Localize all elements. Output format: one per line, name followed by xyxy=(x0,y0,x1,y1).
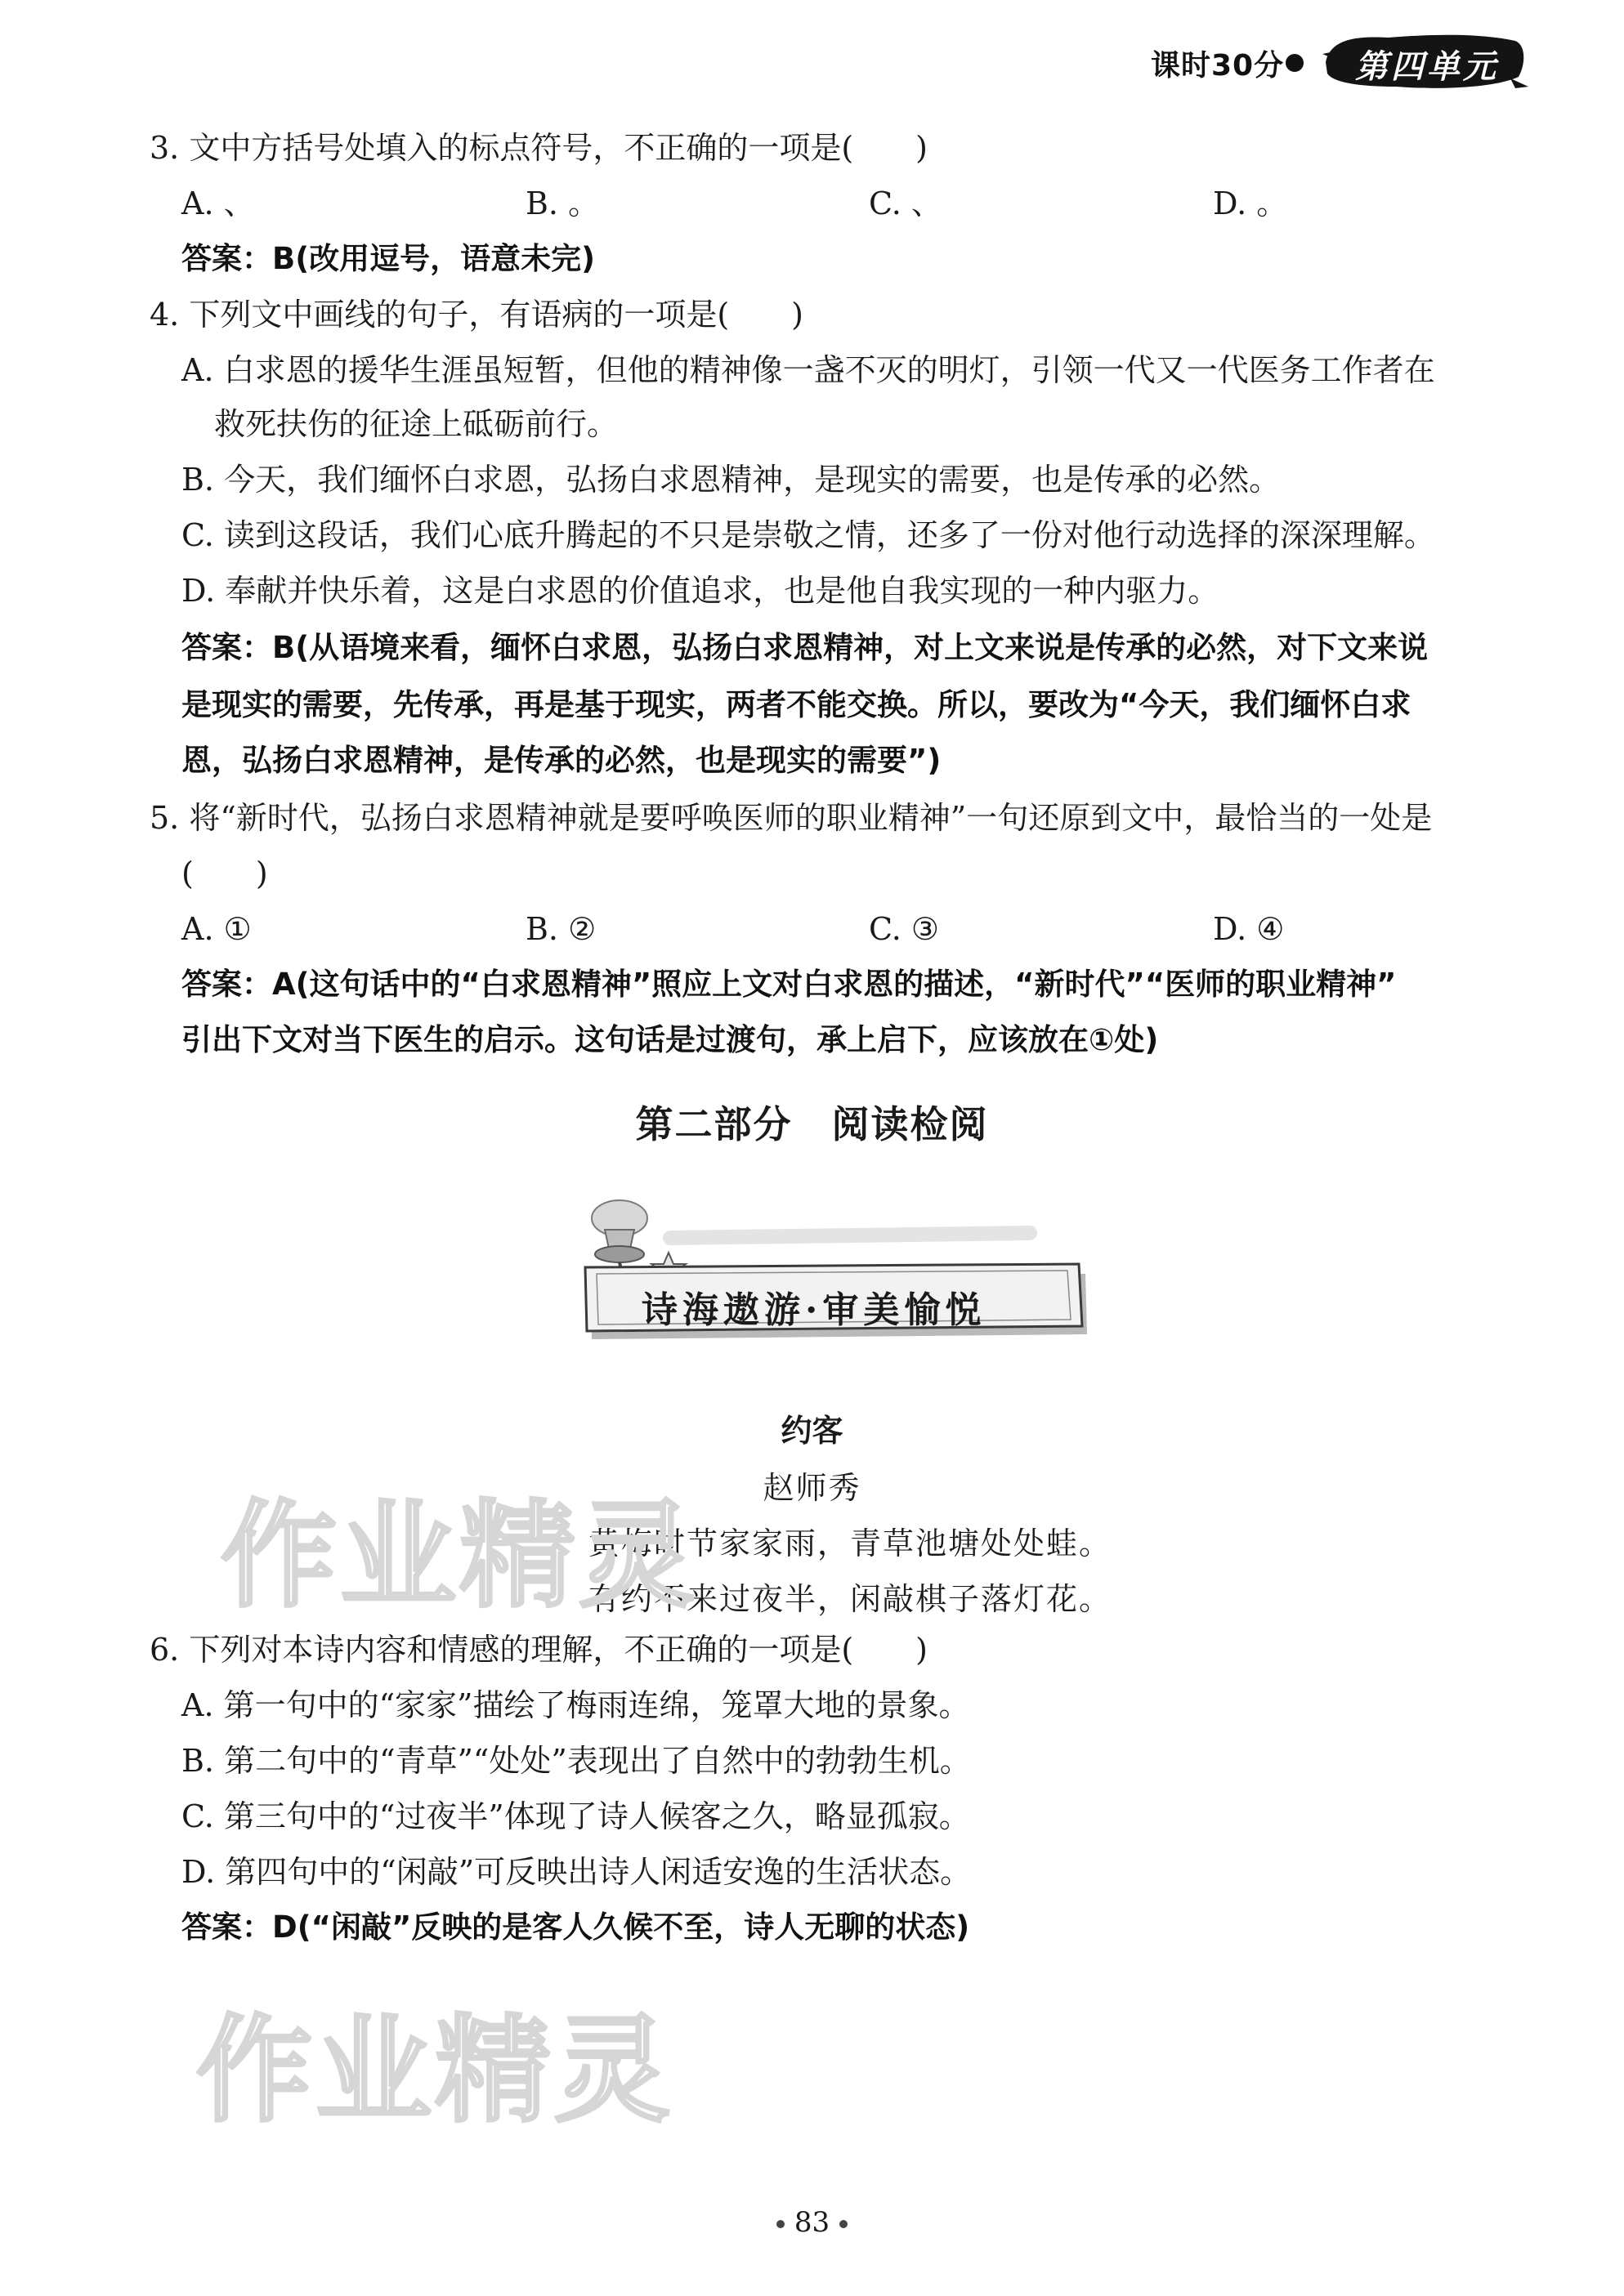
watermark: 作业精灵 xyxy=(196,2003,673,2138)
q6-stem: 6. 下列对本诗内容和情感的理解，不正确的一项是( ) xyxy=(150,1632,928,1668)
q5-answer-line2: 引出下文对当下医生的启示。这句话是过渡句，承上启下，应该放在①处) xyxy=(181,1022,1159,1057)
unit-badge xyxy=(1322,29,1528,93)
q4-option-b: B. 今天，我们缅怀白求恩，弘扬白求恩精神，是现实的需要，也是传承的必然。 xyxy=(181,462,1281,498)
banner-title: 诗海遨游·审美愉悦 xyxy=(642,1289,986,1331)
poem-line-2: 有约不来过夜半，闲敲棋子落灯花。 xyxy=(588,1581,1112,1617)
banner-graphic xyxy=(572,1189,1095,1360)
q4-answer-line2: 是现实的需要，先传承，再是基于现实，两者不能交换。所以，要改为“今天，我们缅怀白求 xyxy=(181,687,1411,722)
q6-answer: 答案：D(“闲敲”反映的是客人久候不至，诗人无聊的状态) xyxy=(181,1910,970,1945)
poem-author: 赵师秀 xyxy=(763,1470,861,1506)
q4-option-d: D. 奉献并快乐着，这是白求恩的价值追求，也是他自我实现的一种内驱力。 xyxy=(181,573,1219,609)
q3-option-d: D. 。 xyxy=(1213,185,1288,221)
q4-answer-line1: 答案：B(从语境来看，缅怀白求恩，弘扬白求恩精神，对上文来说是传承的必然，对下文来说 xyxy=(181,630,1429,665)
q5-option-b: B. ② xyxy=(526,911,597,947)
q3-answer: 答案：B(改用逗号，语意未完) xyxy=(181,241,596,276)
q4-answer-line3: 恩，弘扬白求恩精神，是传承的必然，也是现实的需要”) xyxy=(181,743,942,778)
q6-option-b: B. 第二句中的“青草”“处处”表现出了自然中的勃勃生机。 xyxy=(181,1743,971,1779)
header-dot-icon xyxy=(1286,54,1304,72)
q5-option-a: A. ① xyxy=(181,911,252,947)
unit-badge-text: 第四单元 xyxy=(1355,47,1499,86)
q6-option-c: C. 第三句中的“过夜半”体现了诗人候客之久，略显孤寂。 xyxy=(181,1798,970,1834)
lesson-label: 课时30分 xyxy=(1151,49,1285,83)
q3-stem: 3. 文中方括号处填入的标点符号，不正确的一项是( ) xyxy=(150,130,928,166)
watermark: 作业精灵 xyxy=(221,1489,698,1624)
q5-option-d: D. ④ xyxy=(1213,911,1285,947)
q5-stem-line1: 5. 将“新时代，弘扬白求恩精神就是要呼唤医师的职业精神”一句还原到文中，最恰当的一处是 xyxy=(150,800,1433,836)
q6-option-d: D. 第四句中的“闲敲”可反映出诗人闲适安逸的生活状态。 xyxy=(181,1854,972,1890)
footer-dot-icon xyxy=(839,2220,848,2228)
section-title: 第二部分 阅读检阅 xyxy=(635,1102,989,1146)
q6-option-a: A. 第一句中的“家家”描绘了梅雨连绵，笼罩大地的景象。 xyxy=(181,1687,970,1723)
q5-option-c: C. ③ xyxy=(869,911,939,947)
q4-option-a-line1: A. 白求恩的援华生涯虽短暂，但他的精神像一盏不灭的明灯，引领一代又一代医务工作者在 xyxy=(181,352,1435,388)
q3-option-c: C. 、 xyxy=(869,185,942,221)
q5-stem-line2: ( ) xyxy=(181,855,268,891)
q4-stem: 4. 下列文中画线的句子，有语病的一项是( ) xyxy=(150,297,803,333)
q3-option-a: A. 、 xyxy=(181,185,255,221)
page-number: 83 xyxy=(794,2206,830,2239)
q5-answer-line1: 答案：A(这句话中的“白求恩精神”照应上文对白求恩的描述，“新时代”“医师的职业精神” xyxy=(181,967,1397,1002)
section-banner xyxy=(572,1189,1095,1360)
poem-line-1: 黄梅时节家家雨，青草池塘处处蛙。 xyxy=(588,1525,1112,1561)
q3-option-b: B. 。 xyxy=(526,185,600,221)
q4-option-a-line2: 救死扶伤的征途上砥砺前行。 xyxy=(214,406,619,442)
page-footer xyxy=(0,2206,1624,2239)
poem-title: 约客 xyxy=(781,1413,843,1449)
footer-dot-icon xyxy=(776,2220,785,2228)
q4-option-c: C. 读到这段话，我们心底升腾起的不只是崇敬之情，还多了一份对他行动选择的深深理解。 xyxy=(181,517,1435,553)
